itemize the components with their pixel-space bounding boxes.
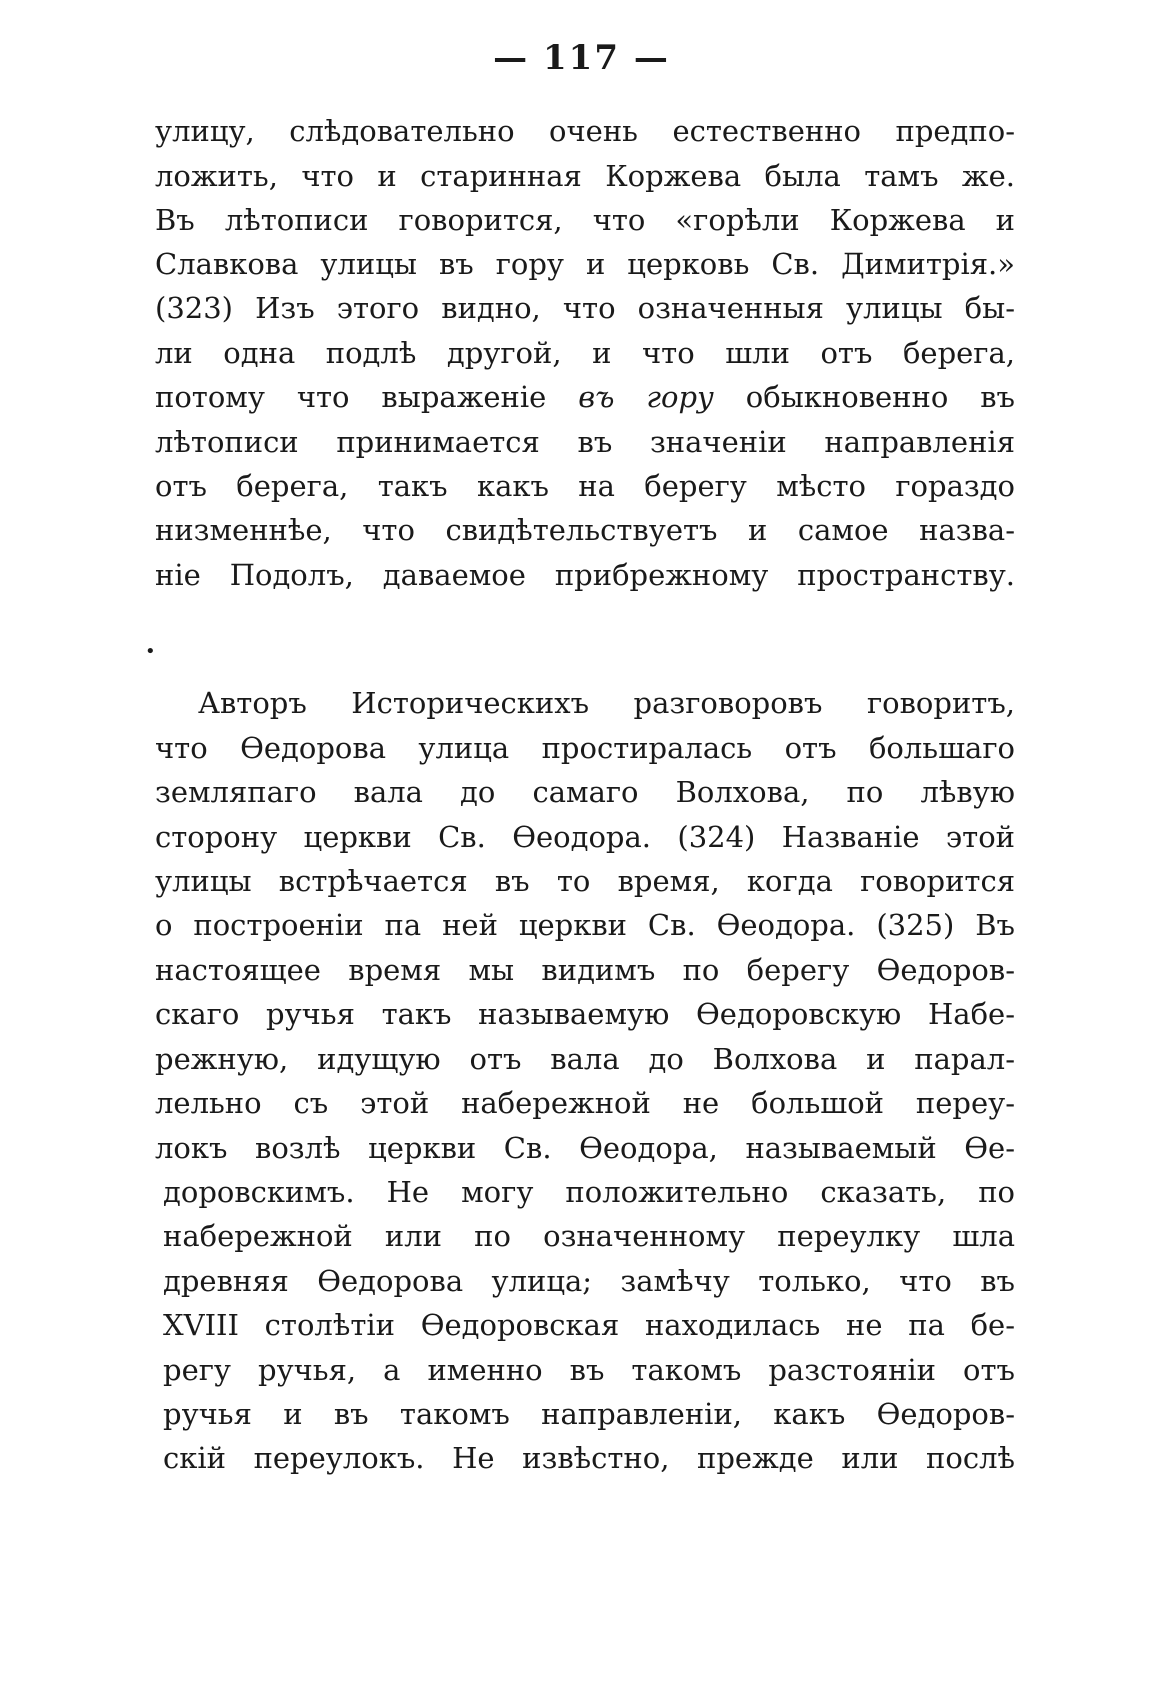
text-line: земляпаго вала до самаго Волхова, по лѣвую bbox=[155, 775, 1015, 809]
text-line: лѣтописи принимается въ значеніи направленія bbox=[155, 425, 1015, 459]
text-line: режную, идущую отъ вала до Волхова и парал- bbox=[155, 1042, 1015, 1076]
text-line: улицы встрѣчается въ то время, когда говорится bbox=[155, 864, 1015, 898]
text-line: скій переулокъ. Не извѣстно, прежде или послѣ bbox=[163, 1441, 1015, 1475]
text-line: Славкова улицы въ гору и церковь Св. Димитрія.» bbox=[155, 247, 1015, 281]
text-line: лельно съ этой набережной не большой переу- bbox=[155, 1086, 1015, 1120]
text-line: о построеніи па ней церкви Св. Өеодора. (325) Въ bbox=[155, 908, 1015, 942]
ink-dot: • bbox=[145, 641, 156, 662]
text-line: Авторъ Историческихъ разговоровъ говоритъ, bbox=[198, 686, 1015, 720]
text-line: ложить, что и старинная Коржева была тамъ же. bbox=[155, 159, 1015, 193]
emphasis-text: въ гору bbox=[578, 380, 714, 414]
text-line: низменнѣе, что свидѣтельствуетъ и самое назва- bbox=[155, 513, 1015, 547]
text-segment: обыкновенно въ bbox=[745, 380, 1015, 414]
text-line: ручья и въ такомъ направленіи, какъ Өедоров- bbox=[163, 1397, 1015, 1431]
text-line: настоящее время мы видимъ по берегу Өедоров- bbox=[155, 953, 1015, 987]
text-line: отъ берега, такъ какъ на берегу мѣсто гораздо bbox=[155, 469, 1015, 503]
text-line: XVIII столѣтіи Өедоровская находилась не па бе- bbox=[163, 1308, 1015, 1342]
text-line: локъ возлѣ церкви Св. Өеодора, называемый Өе- bbox=[155, 1131, 1015, 1165]
text-line: регу ручья, а именно въ такомъ разстояніи отъ bbox=[163, 1353, 1015, 1387]
text-line: Въ лѣтописи говорится, что «горѣли Коржева и bbox=[155, 203, 1015, 237]
text-segment: потому что выраженіе bbox=[155, 380, 547, 414]
text-line: сторону церкви Св. Өеодора. (324) Названіе этой bbox=[155, 820, 1015, 854]
text-line: скаго ручья такъ называемую Өедоровскую Набе- bbox=[155, 997, 1015, 1031]
text-line: улицу, слѣдовательно очень естественно предпо- bbox=[155, 114, 1015, 148]
page-number: — 117 — bbox=[493, 38, 670, 78]
text-line: (323) Изъ этого видно, что означенныя улицы бы- bbox=[155, 291, 1015, 325]
text-line: ли одна подлѣ другой, и что шли отъ берега, bbox=[155, 336, 1015, 370]
text-line: ніе Подолъ, даваемое прибрежному пространству. bbox=[155, 558, 1015, 592]
text-line: древняя Өедорова улица; замѣчу только, что въ bbox=[163, 1264, 1015, 1298]
text-line: набережной или по означенному переулку шла bbox=[163, 1219, 1015, 1253]
text-line: что Өедорова улица простиралась отъ большаго bbox=[155, 731, 1015, 765]
text-line: доровскимъ. Не могу положительно сказать, по bbox=[163, 1175, 1015, 1209]
